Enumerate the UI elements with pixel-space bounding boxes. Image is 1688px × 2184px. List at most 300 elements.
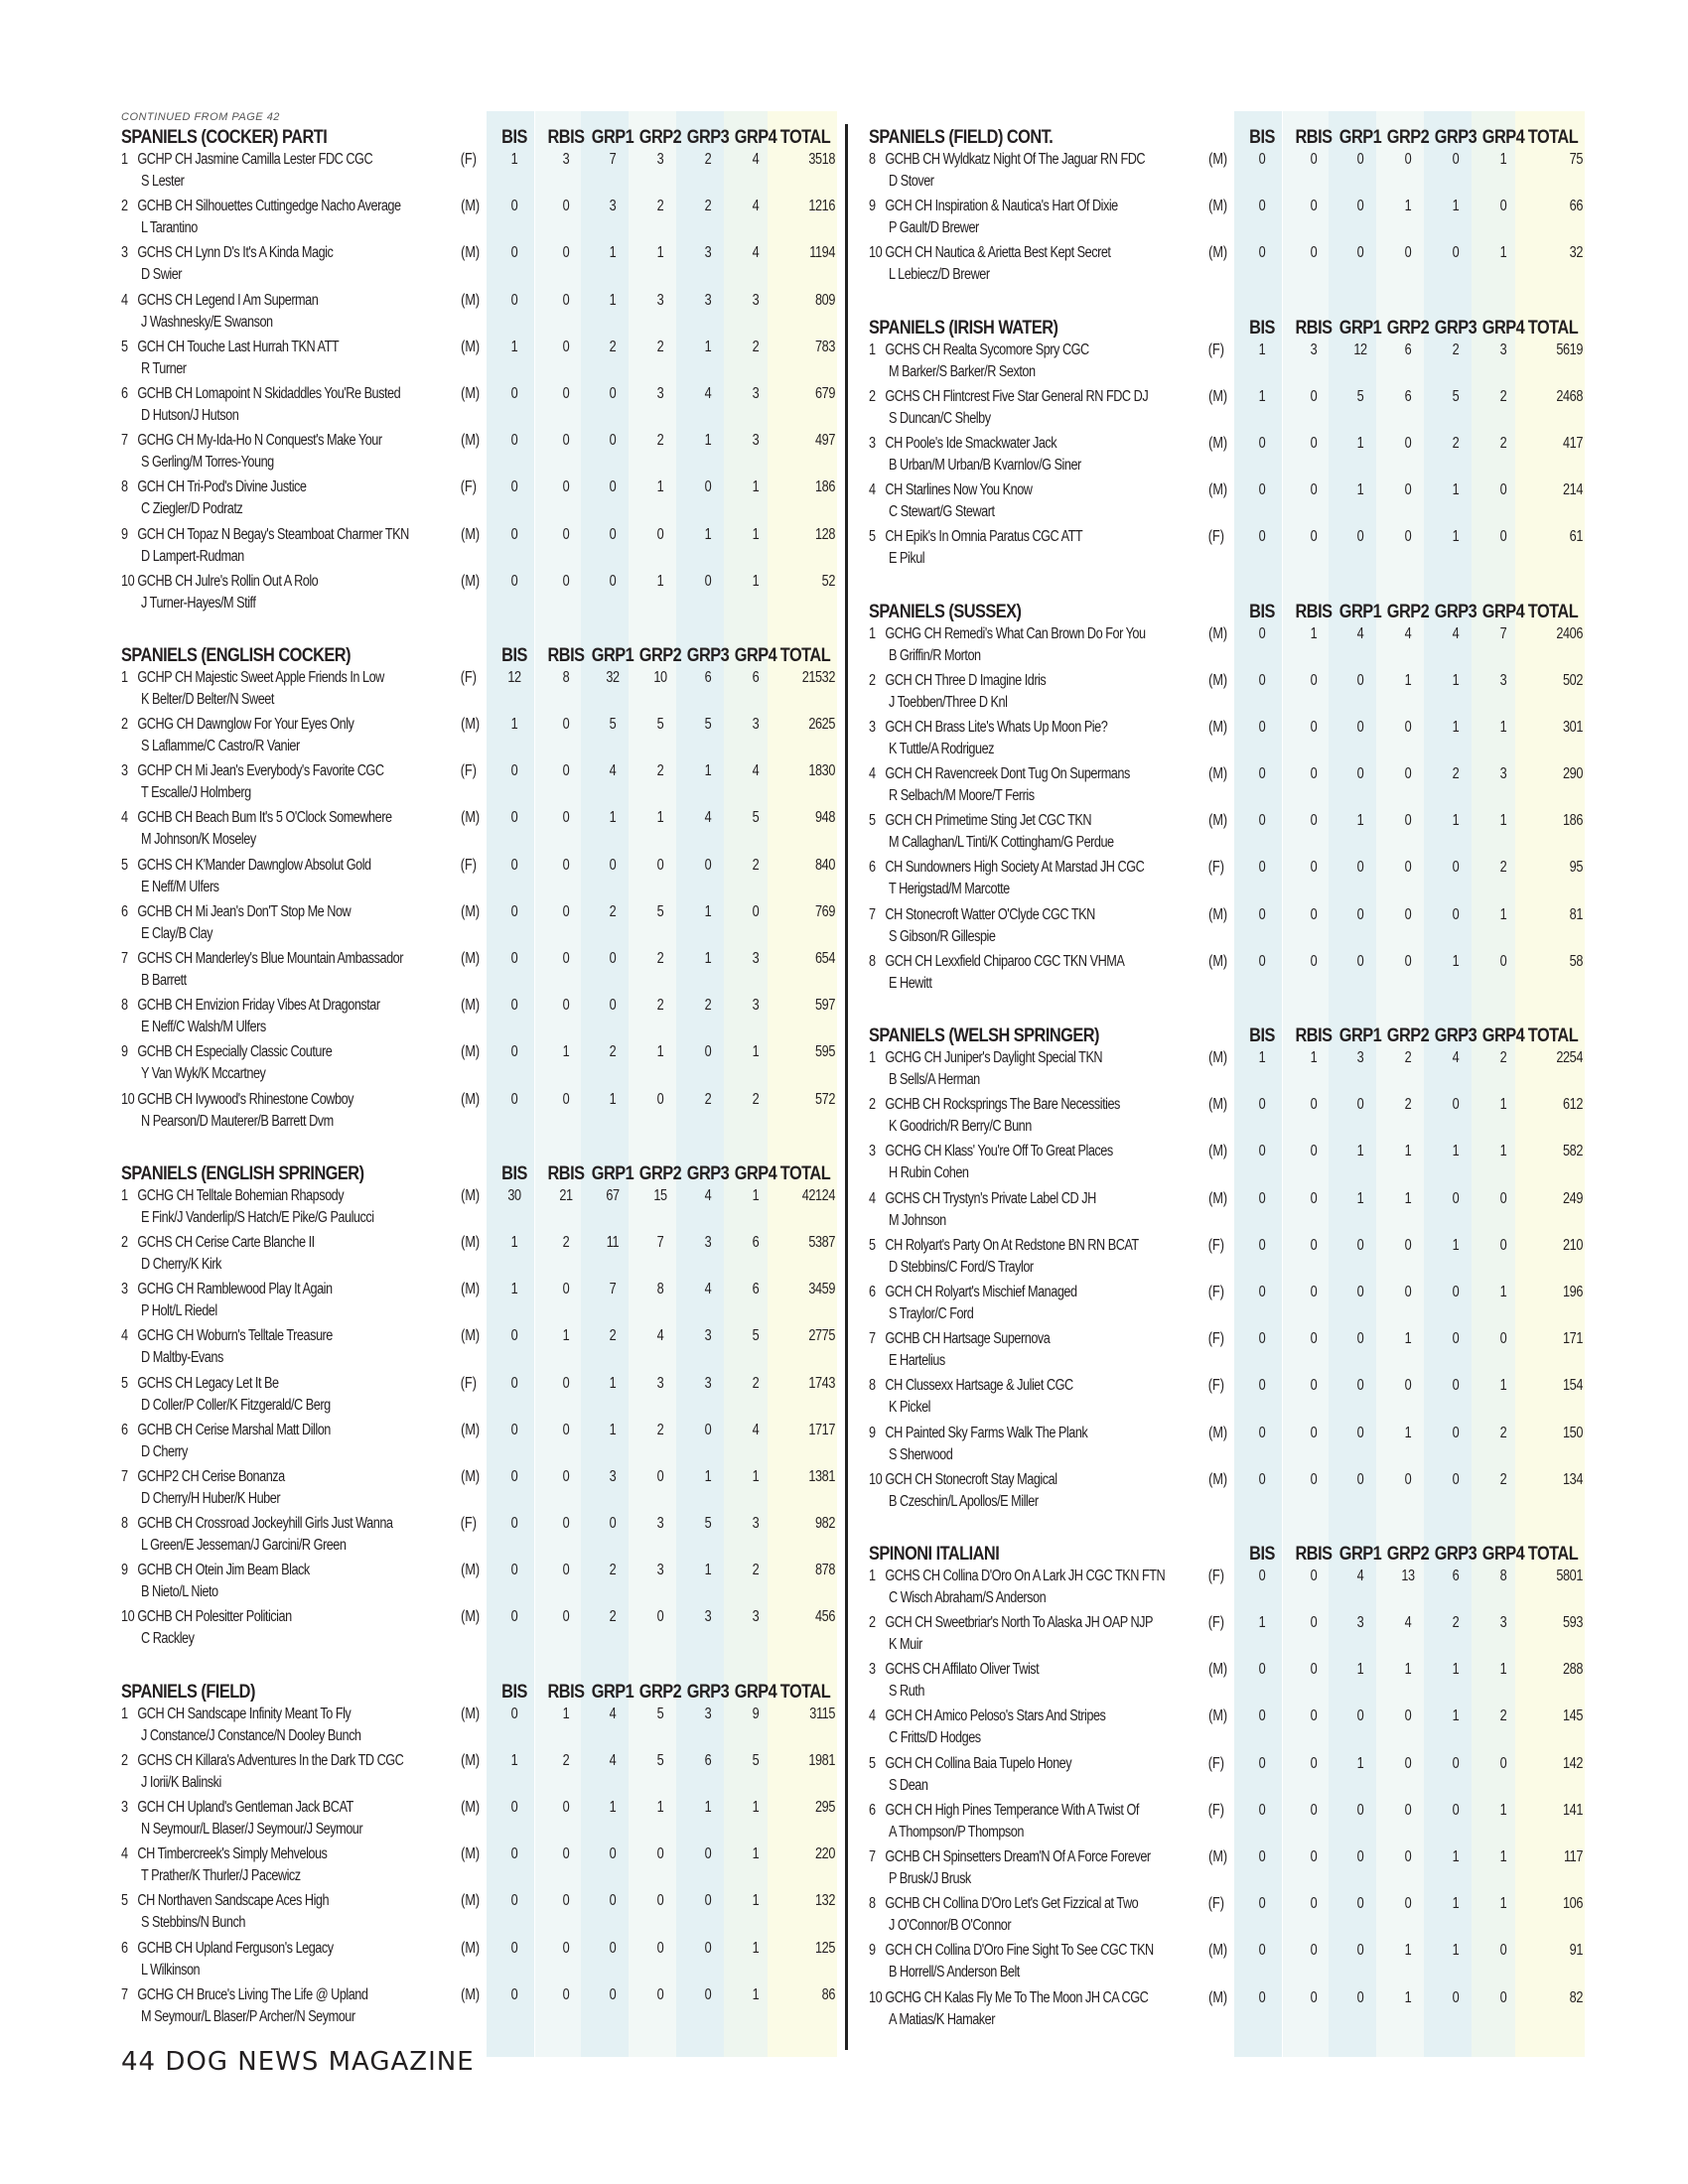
stat-rbis: 0 [1310,859,1318,877]
stat-grp3: 2 [704,1090,712,1108]
rank-number: 6 [869,859,876,877]
stat-grp2: 1 [1404,198,1412,215]
rank-number: 1 [121,1705,128,1722]
rank-number: 10 [121,572,135,590]
stat-grp1: 67 [606,1186,620,1204]
stat-grp4: 1 [752,525,760,543]
stat-rbis: 3 [562,151,570,168]
dog-name: GCH CH Primetime Sting Jet CGC TKN [885,812,1092,830]
ranking-row [121,477,835,523]
stat-grp2: 2 [656,1421,664,1438]
column-header-grp3: GRP3 [686,127,730,148]
stat-grp2: 1 [656,572,664,590]
stat-grp2: 1 [656,1799,664,1816]
stat-bis: 1 [510,1281,518,1298]
column-header-bis: BIS [501,1162,527,1184]
stat-grp4: 1 [1499,1283,1507,1300]
stat-rbis: 0 [562,1090,570,1108]
stat-grp4: 2 [752,1090,760,1108]
dog-entry [869,1755,1071,1773]
dog-entry [121,716,353,734]
owners: N Seymour/L Blaser/J Seymour/J Seymour [141,1821,363,1838]
stat-grp2: 13 [1401,1567,1415,1584]
dog-name: GCHG CH Bruce's Living The Life @ Upland [137,1985,368,2003]
stat-grp2: 0 [1404,1707,1412,1725]
stat-grp1: 1 [609,244,617,262]
dog-name: GCHS CH Trystyn's Private Label CD JH [885,1189,1096,1207]
stat-rbis: 0 [562,525,570,543]
stat-bis: 0 [1258,624,1266,642]
ranking-row [121,1797,835,1843]
stat-grp1: 3 [609,1467,617,1485]
stat-bis: 0 [510,1799,518,1816]
dog-entry [869,765,1130,783]
dog-entry [121,478,306,496]
column-header-bis: BIS [501,1681,527,1703]
rank-number: 1 [869,624,876,642]
rank-number: 2 [869,1096,876,1114]
rank-number: 9 [121,1043,128,1061]
dog-entry [121,1845,327,1863]
ranking-row [869,1282,1583,1328]
column-header-rbis: RBIS [1295,1025,1333,1046]
breed-section [121,125,835,643]
stat-grp2: 5 [656,902,664,920]
rank-number: 2 [121,198,128,215]
stat-total: 171 [1563,1330,1583,1348]
stat-grp4: 2 [752,856,760,874]
ranking-row [121,760,835,807]
stat-bis: 12 [507,668,521,686]
stat-grp2: 4 [656,1327,664,1345]
ranking-row [869,1375,1583,1422]
ranking-row [869,1706,1583,1752]
dog-name: GCH CH Stonecroft Stay Magical [885,1470,1057,1488]
stat-total: 3115 [809,1705,835,1722]
stat-grp2: 0 [1404,812,1412,830]
sex: (M) [461,1562,481,1579]
continued-note: CONTINUED FROM PAGE 42 [121,111,280,123]
owners: J Constance/J Constance/N Dooley Bunch [141,1726,361,1744]
sex: (F) [1207,859,1225,877]
rank-number: 1 [869,1049,876,1066]
rank-number: 3 [869,434,876,452]
stat-bis: 0 [510,244,518,262]
dog-name: GCHB CH Beach Bum It's 5 O'Clock Somewhere [137,809,392,827]
stat-grp4: 9 [752,1705,760,1722]
ranking-row [869,623,1583,670]
rank-number: 7 [121,1467,128,1485]
stat-total: 75 [1569,151,1583,168]
ranking-row [869,1469,1583,1516]
stat-bis: 0 [510,1374,518,1392]
stat-grp1: 0 [1356,952,1364,970]
stat-grp1: 0 [1356,1707,1364,1725]
sex: (F) [1207,1614,1225,1632]
breed-section [869,125,1583,316]
stat-rbis: 0 [1310,528,1318,546]
stat-total: 1743 [808,1374,835,1392]
sex: (M) [1208,151,1228,168]
stat-grp2: 0 [1404,1801,1412,1819]
stat-bis: 0 [1258,952,1266,970]
owners: B Barrett [141,972,187,989]
stat-total: 249 [1563,1189,1583,1207]
rank-number: 4 [121,291,128,309]
dog-entry [869,1471,1057,1489]
stat-total: 1717 [808,1421,835,1438]
ranking-row [869,951,1583,998]
sex: (M) [1208,1189,1228,1207]
section-header [869,1542,1579,1566]
stat-grp4: 5 [752,809,760,827]
owners: L Lebiecz/D Brewer [889,266,990,284]
stat-grp4: 1 [1499,1096,1507,1114]
stat-grp3: 3 [704,244,712,262]
stat-rbis: 0 [1310,765,1318,783]
stat-bis: 0 [1258,1377,1266,1395]
owners: E Fink/J Vanderlip/S Hatch/E Pike/G Paulucci [141,1208,374,1226]
stat-grp3: 0 [1452,151,1460,168]
ranking-row [121,196,835,242]
rank-number: 6 [121,902,128,920]
stat-total: 66 [1569,198,1583,215]
stat-bis: 0 [1258,812,1266,830]
stat-grp2: 1 [656,478,664,496]
ranking-row [121,1984,835,2031]
dog-entry [121,669,384,687]
ranking-row [121,1843,835,1890]
breed-section [121,1680,835,2057]
stat-rbis: 0 [1310,1424,1318,1441]
dog-name: GCH CH Upland's Gentleman Jack BCAT [137,1799,353,1816]
stat-total: 2468 [1556,387,1583,405]
stat-grp2: 1 [1404,1942,1412,1960]
rank-number: 1 [121,668,128,686]
dog-name: CH Clussexx Hartsage & Juliet CGC [885,1377,1073,1395]
stat-grp4: 2 [752,338,760,355]
stat-bis: 0 [1258,1661,1266,1679]
stat-grp1: 0 [1356,1096,1364,1114]
stat-bis: 0 [510,1845,518,1863]
stat-grp1: 0 [609,1892,617,1910]
dog-entry [869,481,1032,499]
sex: (M) [461,525,481,543]
stat-total: 2254 [1556,1049,1583,1066]
dog-name: GCH CH Inspiration & Nautica's Hart Of Dixie [885,198,1118,215]
stat-grp1: 0 [609,478,617,496]
ranking-row [121,430,835,477]
stat-grp1: 4 [1356,1567,1364,1584]
column-header-grp1: GRP1 [591,644,634,666]
stat-grp2: 0 [1404,1848,1412,1865]
stat-total: 417 [1563,434,1583,452]
dog-entry [869,1568,1165,1585]
dog-entry [869,812,1091,830]
owners: S Sherwood [889,1445,953,1463]
stat-rbis: 0 [1310,1801,1318,1819]
stat-grp4: 6 [752,1233,760,1251]
stat-grp3: 1 [1452,718,1460,736]
dog-name: GCHB CH Collina D'Oro Let's Get Fizzical at Two [885,1895,1139,1913]
column-header-bis: BIS [1249,127,1275,148]
stat-grp2: 3 [656,1515,664,1533]
stat-grp2: 0 [1404,765,1412,783]
dog-name: GCHB CH Especially Classic Couture [137,1043,333,1061]
stat-bis: 0 [510,809,518,827]
stat-rbis: 0 [1310,387,1318,405]
stat-grp1: 3 [1356,1049,1364,1066]
dog-entry [869,625,1146,643]
section-header [869,600,1579,623]
sex: (M) [461,950,481,967]
stat-bis: 0 [1258,244,1266,262]
stat-grp4: 3 [1499,1614,1507,1632]
stat-bis: 0 [510,1515,518,1533]
column-header-grp3: GRP3 [1434,127,1477,148]
ranking-row [869,1235,1583,1282]
stat-grp4: 1 [752,1799,760,1816]
stat-grp3: 0 [704,1845,712,1863]
rank-number: 1 [121,151,128,168]
dog-name: GCHG CH Remedi's What Can Brown Do For You [885,624,1146,642]
stat-bis: 0 [510,762,518,780]
owners: J Iorii/K Balinski [141,1773,221,1791]
stat-grp3: 1 [704,432,712,450]
stat-grp4: 0 [1499,1942,1507,1960]
dog-name: GCH CH Touche Last Hurrah TKN ATT [137,338,340,355]
stat-total: 809 [815,291,835,309]
dog-name: GCHG CH Kalas Fly Me To The Moon JH CA CGC [885,1988,1149,2006]
stat-grp4: 2 [1499,859,1507,877]
stat-bis: 1 [1258,341,1266,358]
stat-total: 679 [815,384,835,402]
sex: (F) [460,151,478,168]
dog-name: GCHB CH Polesitter Politician [137,1608,292,1626]
column-header-rbis: RBIS [1295,127,1333,148]
stat-grp3: 1 [1452,1236,1460,1254]
sex: (M) [1208,765,1228,783]
stat-rbis: 0 [1310,198,1318,215]
sex: (M) [1208,198,1228,215]
rank-number: 8 [121,1515,128,1533]
sex: (M) [1208,1942,1228,1960]
dog-entry [869,1190,1096,1208]
stat-total: 502 [1563,671,1583,689]
dog-name: GCHB CH Upland Ferguson's Legacy [137,1939,334,1957]
stat-rbis: 0 [562,809,570,827]
ranking-row [121,290,835,337]
dog-entry [869,953,1124,971]
rank-number: 10 [869,1988,883,2006]
rank-number: 7 [869,905,876,923]
section-title: SPANIELS (ENGLISH COCKER) [121,644,352,666]
column-header-rbis: RBIS [547,1162,585,1184]
column-header-grp4: GRP4 [734,1162,777,1184]
stat-total: 840 [815,856,835,874]
stat-grp4: 3 [1499,341,1507,358]
stat-grp3: 1 [1452,671,1460,689]
stat-grp2: 8 [656,1281,664,1298]
column-header-grp4: GRP4 [1481,317,1525,339]
left-column [121,109,835,2057]
owners: J O'Connor/B O'Connor [889,1917,1012,1935]
stat-grp2: 0 [656,1892,664,1910]
stat-grp1: 0 [1356,1895,1364,1913]
dog-entry [869,341,1089,359]
dog-name: GCHB CH Spinsetters Dream'N Of A Force Forever [885,1848,1151,1865]
stat-grp2: 0 [1404,1377,1412,1395]
rank-number: 6 [121,1421,128,1438]
stat-grp1: 0 [609,1845,617,1863]
owners: L Green/E Jesseman/J Garcini/R Green [141,1537,347,1555]
stat-grp4: 2 [1499,1470,1507,1488]
stat-grp4: 0 [1499,1754,1507,1772]
stat-rbis: 0 [562,338,570,355]
dog-name: GCH CH High Pines Temperance With A Twist Of [885,1801,1139,1819]
dog-entry [121,1562,310,1579]
stat-bis: 0 [510,572,518,590]
rank-number: 6 [121,1939,128,1957]
dog-name: GCHB CH Mi Jean's Don'T Stop Me Now [137,902,352,920]
stat-grp4: 1 [1499,1848,1507,1865]
right-column [869,125,1583,2060]
rank-number: 8 [869,151,876,168]
owners: L Wilkinson [141,1961,201,1979]
stat-total: 1981 [808,1751,835,1769]
column-divider [845,124,848,2050]
stat-grp3: 0 [1452,1377,1460,1395]
sex: (M) [1208,1049,1228,1066]
stat-grp1: 4 [609,1705,617,1722]
column-header-grp2: GRP2 [1386,317,1430,339]
stat-grp1: 0 [609,950,617,967]
ranking-row [121,855,835,901]
section-title: SPANIELS (WELSH SPRINGER) [869,1025,1099,1046]
stat-total: 595 [815,1043,835,1061]
rank-number: 7 [869,1330,876,1348]
stat-grp3: 1 [1452,1848,1460,1865]
stat-grp2: 6 [1404,387,1412,405]
rank-number: 3 [121,1281,128,1298]
ranking-row [869,1800,1583,1846]
stat-rbis: 0 [1310,718,1318,736]
stat-grp3: 0 [1452,1801,1460,1819]
owners: E Neff/M Ulfers [141,878,219,895]
dog-entry [121,903,351,921]
stat-total: 220 [815,1845,835,1863]
breed-section [121,1161,835,1680]
ranking-row [121,807,835,854]
stat-grp4: 0 [1499,1189,1507,1207]
stat-bis: 0 [510,950,518,967]
owners: B Nieto/L Nieto [141,1583,218,1601]
stat-grp3: 2 [1452,434,1460,452]
owners: D Cherry/K Kirk [141,1255,221,1273]
stat-rbis: 0 [1310,1661,1318,1679]
sex: (M) [461,198,481,215]
column-header-bis: BIS [1249,1025,1275,1046]
stat-rbis: 0 [1310,1377,1318,1395]
column-header-grp2: GRP2 [1386,601,1430,622]
sex: (M) [461,1705,481,1722]
dog-name: CH Northaven Sandscape Aces High [137,1892,330,1910]
ranking-row [121,571,835,617]
stat-rbis: 0 [1310,671,1318,689]
section-header [869,1024,1579,1047]
stat-grp3: 1 [704,338,712,355]
rank-number: 3 [121,1799,128,1816]
stat-grp4: 0 [1499,528,1507,546]
dog-name: CH Timbercreek's Simply Mehvelous [137,1845,328,1863]
column-header-grp1: GRP1 [591,1162,634,1184]
stat-grp4: 1 [752,1985,760,2003]
stat-grp3: 1 [1452,812,1460,830]
stat-grp1: 2 [609,338,617,355]
dog-name: GCH CH Collina D'Oro Fine Sight To See CGC TKN [885,1942,1154,1960]
stat-grp4: 1 [1499,1661,1507,1679]
owners: T Prather/K Thurler/J Pacewicz [141,1867,301,1885]
owners: E Hartelius [889,1352,945,1370]
rank-number: 2 [121,1233,128,1251]
stat-grp2: 3 [656,1562,664,1579]
ranking-row [121,1185,835,1232]
stat-bis: 1 [1258,1049,1266,1066]
owners: B Griffin/R Morton [889,646,981,664]
section-header [121,1680,831,1704]
owners: J Toebben/Three D Knl [889,693,1008,711]
stat-grp2: 0 [1404,1895,1412,1913]
stat-grp4: 1 [1499,905,1507,923]
stat-total: 2775 [808,1327,835,1345]
stat-total: 117 [1563,1848,1583,1865]
sex: (M) [461,1233,481,1251]
ranking-row [121,1890,835,1937]
dog-entry [121,1752,403,1770]
sex: (F) [460,1515,478,1533]
stat-rbis: 0 [1310,434,1318,452]
column-header-grp3: GRP3 [1434,1543,1477,1565]
stat-grp1: 0 [609,856,617,874]
sex: (M) [461,432,481,450]
column-header-grp4: GRP4 [1481,1543,1525,1565]
stat-grp1: 0 [1356,671,1364,689]
section-title: SPANIELS (COCKER) PARTI [121,127,328,148]
dog-entry [121,151,372,169]
stat-grp1: 1 [609,1374,617,1392]
dog-entry [121,573,318,591]
ranking-row [121,667,835,714]
stat-grp2: 3 [656,151,664,168]
stat-rbis: 0 [562,1281,570,1298]
stat-grp1: 1 [1356,1754,1364,1772]
rank-number: 9 [869,1424,876,1441]
column-header-grp3: GRP3 [686,644,730,666]
stat-grp4: 4 [752,1421,760,1438]
owners: L Tarantino [141,219,198,237]
sex: (M) [1208,1661,1228,1679]
stat-rbis: 1 [562,1327,570,1345]
stat-bis: 1 [510,1233,518,1251]
dog-name: CH Starlines Now You Know [885,481,1033,499]
ranking-row [869,242,1583,289]
sex: (M) [461,384,481,402]
dog-name: CH Painted Sky Farms Walk The Plank [885,1424,1088,1441]
stat-rbis: 0 [1310,1283,1318,1300]
column-header-grp3: GRP3 [1434,317,1477,339]
ranking-row [121,948,835,995]
stat-bis: 0 [1258,434,1266,452]
